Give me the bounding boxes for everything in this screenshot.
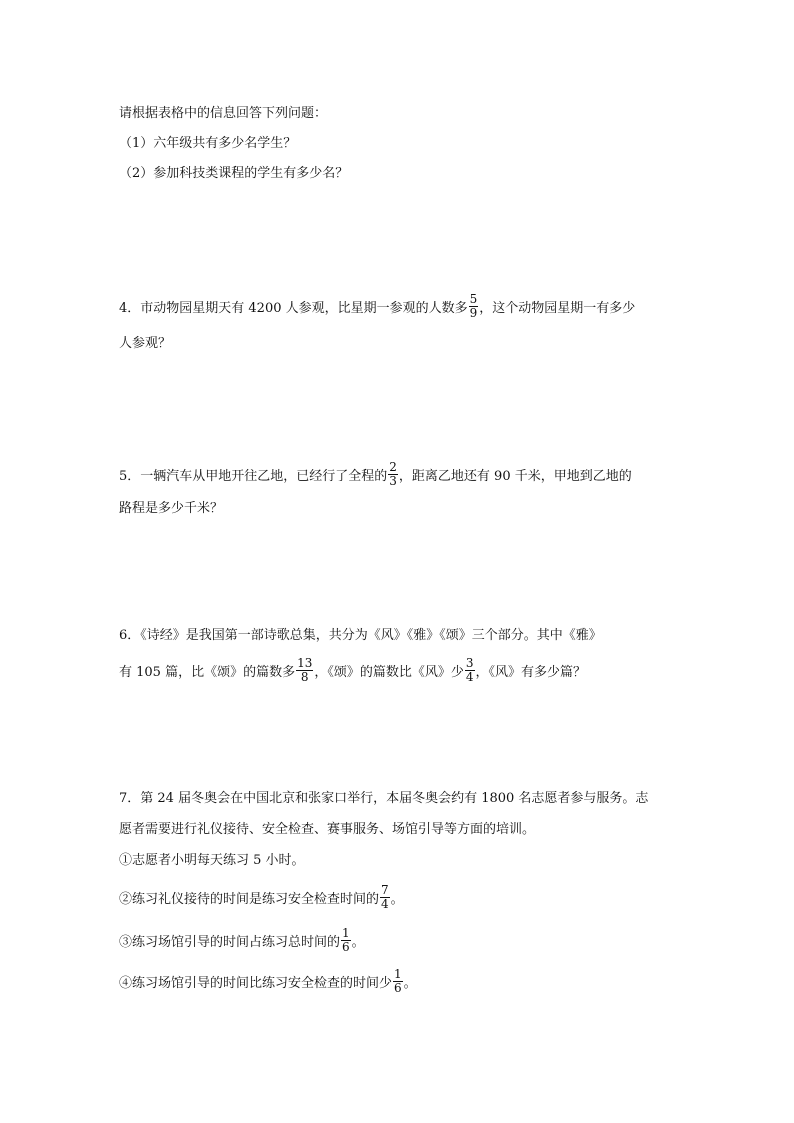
problem-7-line-1: 7．第 24 届冬奥会在中国北京和张家口举行，本届冬奥会约有 1800 名志愿者参与服务。志 xyxy=(119,791,649,806)
question-2: （2）参加科技类课程的学生有多少名？ xyxy=(119,166,349,181)
problem-4-text-b: ，这个动物园星期一有多少 xyxy=(479,301,636,316)
problem-4-line-2: 人参观？ xyxy=(119,336,172,351)
problem-7-item-3 xyxy=(119,926,365,956)
item-3-text-a: ③练习场馆引导的时间占练习总时间的 xyxy=(119,935,341,950)
problem-6-text-a: 有 105 篇，比《颂》的篇数多 xyxy=(119,665,296,680)
intro-prompt: 请根据表格中的信息回答下列问题： xyxy=(119,106,328,121)
problem-5-line-2: 路程是多少千米？ xyxy=(119,501,224,516)
fraction-denominator: 4 xyxy=(465,670,474,684)
fraction-numerator: 13 xyxy=(297,656,313,670)
fraction-denominator: 4 xyxy=(381,897,389,911)
item-2-text-a: ②练习礼仪接待的时间是练习安全检查时间的 xyxy=(119,892,380,907)
item-2-text-b: 。 xyxy=(390,892,404,907)
problem-7-line-2: 愿者需要进行礼仪接待、安全检查、赛事服务、场馆引导等方面的培训。 xyxy=(119,822,536,837)
item-4-fraction xyxy=(393,968,403,995)
problem-6-fraction-1 xyxy=(296,657,313,684)
problem-4-line-1 xyxy=(119,292,636,322)
fraction-numerator: 7 xyxy=(381,883,389,897)
problem-6-text-b: ，《颂》的篇数比《风》少 xyxy=(314,665,464,680)
fraction-numerator: 1 xyxy=(394,967,402,981)
problem-4-fraction xyxy=(469,293,479,320)
item-2-fraction xyxy=(380,884,390,911)
problem-5-text-a: 5．一辆汽车从甲地开往乙地，已经行了全程的 xyxy=(119,469,388,484)
problem-5-line-1 xyxy=(119,460,632,490)
problem-6-text-c: ，《风》有多少篇？ xyxy=(475,665,587,680)
problem-6-line-2 xyxy=(119,656,587,686)
item-4-text-a: ④练习场馆引导的时间比练习安全检查的时间少 xyxy=(119,976,393,991)
fraction-denominator: 6 xyxy=(394,981,402,995)
fraction-numerator: 3 xyxy=(465,656,474,670)
problem-5-fraction xyxy=(388,461,398,488)
fraction-numerator: 5 xyxy=(469,292,478,306)
problem-7-item-1: ①志愿者小明每天练习 5 小时。 xyxy=(119,853,305,868)
fraction-denominator: 9 xyxy=(469,306,478,320)
fraction-denominator: 3 xyxy=(389,474,397,488)
item-3-text-b: 。 xyxy=(351,935,365,950)
fraction-numerator: 1 xyxy=(342,926,350,940)
problem-4-text-a: 4．市动物园星期天有 4200 人参观，比星期一参观的人数多 xyxy=(119,301,468,316)
item-3-fraction xyxy=(341,927,351,954)
fraction-denominator: 6 xyxy=(342,940,350,954)
fraction-denominator: 8 xyxy=(300,670,309,684)
problem-7-item-4 xyxy=(119,967,417,997)
item-4-text-b: 。 xyxy=(403,976,417,991)
problem-6-line-1: 6．《诗经》是我国第一部诗歌总集，共分为《风》《雅》《颂》三个部分。其中《雅》 xyxy=(119,628,602,643)
problem-6-fraction-2 xyxy=(465,657,475,684)
fraction-numerator: 2 xyxy=(389,460,397,474)
problem-5-text-b: ，距离乙地还有 90 千米，甲地到乙地的 xyxy=(398,469,632,484)
question-1: （1）六年级共有多少名学生？ xyxy=(119,136,297,151)
problem-7-item-2 xyxy=(119,883,404,913)
